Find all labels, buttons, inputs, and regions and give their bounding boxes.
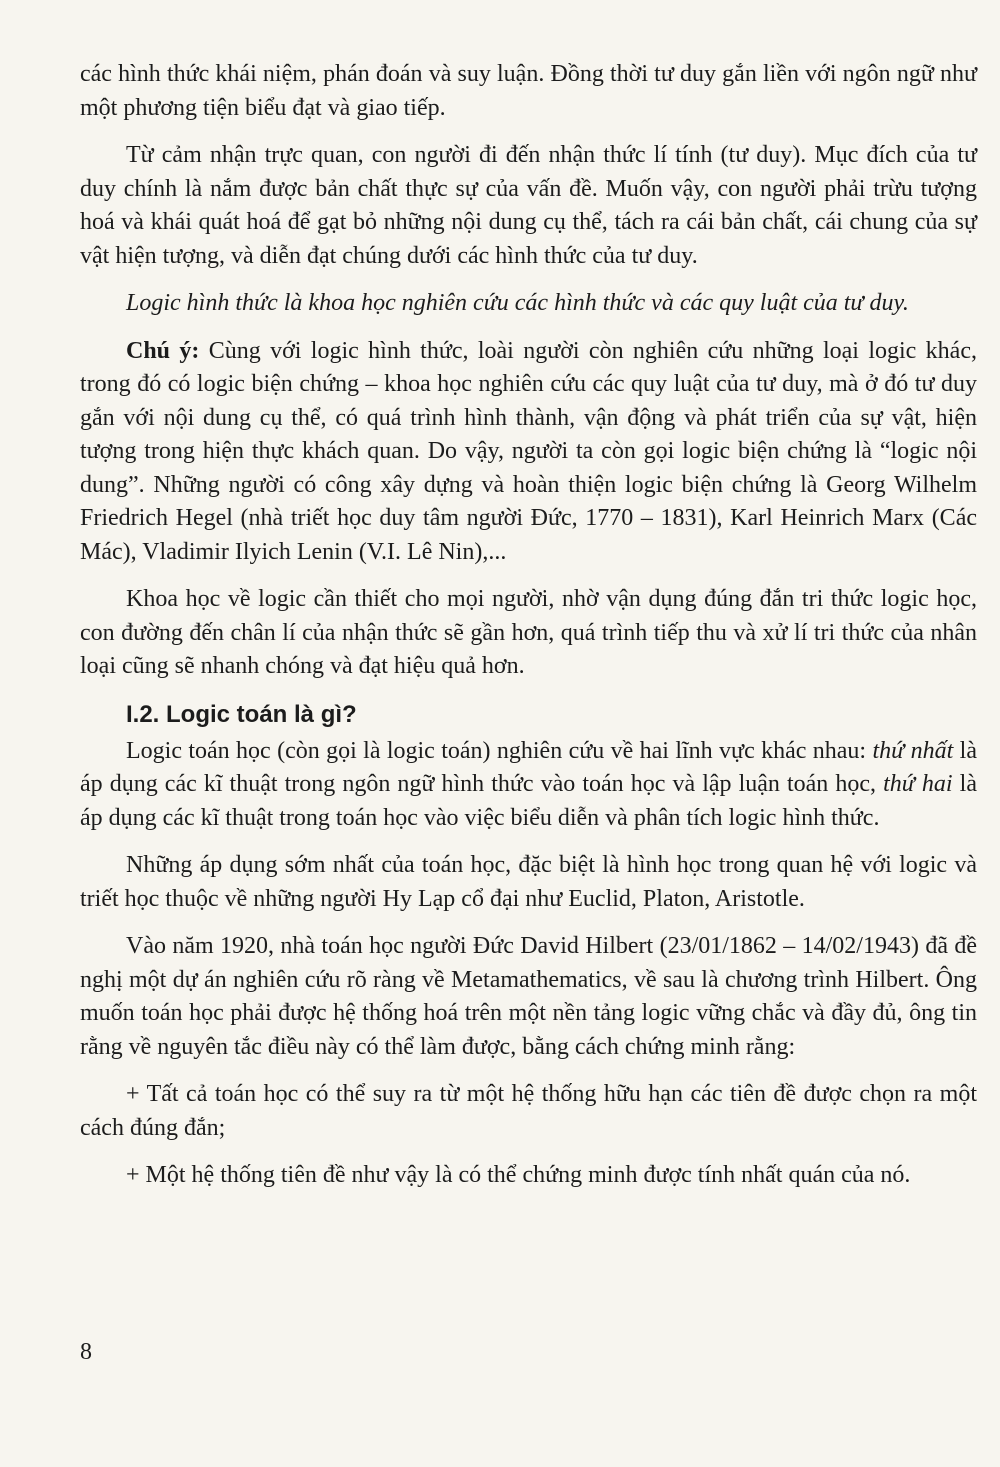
- paragraph-rational-cognition: Từ cảm nhận trực quan, con người đi đến nhận thức lí tính (tư duy). Mục đích của tư duy chính là nắm được bản chất thực sự của vấn đề. Muốn vậy, con người phải trừu tượng hoá và khái quát hoá để gạt bỏ những nội dung cụ thể, tách ra cái bản chất, cái chung của sự vật hiện tượng, và diễn đạt chúng dưới các hình thức của tư duy.: [80, 142, 977, 269]
- paragraph-logic-importance: Khoa học về logic cần thiết cho mọi người, nhờ vận dụng đúng đắn tri thức logic học, con đường đến chân lí của nhận thức sẽ gần hơn, quá trình tiếp thu và xử lí tri thức của nhân loại cũng sẽ nhanh chóng và đạt hiệu quả hơn.: [80, 586, 977, 679]
- paragraph-note-dialectical-logic: [80, 335, 977, 570]
- paragraph-greek-origins: Những áp dụng sớm nhất của toán học, đặc biệt là hình học trong quan hệ với logic và triết học thuộc về những người Hy Lạp cổ đại như Euclid, Platon, Aristotle.: [80, 852, 977, 912]
- list-item-axioms-consistency: + Một hệ thống tiên đề như vậy là có thể chứng minh được tính nhất quán của nó.: [126, 1162, 911, 1188]
- note-text: Cùng với logic hình thức, loài người còn nghiên cứu những loại logic khác, trong đó có logic biện chứng – khoa học nghiên cứu các quy luật của tư duy, mà ở đó tư duy gắn với nội dung cụ thể, có quá trình hình thành, vận động và phát triển của sự vật, hiện tượng trong hiện thực khách quan. Do vậy, người ta còn gọi logic biện chứng là “logic nội dung”. Những người có công xây dựng và hoàn thiện logic biện chứng là Georg Wilhelm Friedrich Hegel (nhà triết học duy tâm người Đức, 1770 – 1831), Karl Heinrich Marx (Các Mác), Vladimir Ilyich Lenin (V.I. Lê Nin),...: [80, 337, 977, 565]
- paragraph-continuation: các hình thức khái niệm, phán đoán và suy luận. Đồng thời tư duy gắn liền với ngôn ngữ như một phương tiện biểu đạt và giao tiếp.: [80, 61, 977, 121]
- emphasis-second: thứ hai: [883, 771, 953, 797]
- page-body: [80, 58, 977, 1193]
- section-heading: I.2. Logic toán là gì?: [126, 700, 357, 728]
- paragraph-definition-formal-logic: Logic hình thức là khoa học nghiên cứu các hình thức và các quy luật của tư duy.: [126, 290, 909, 316]
- paragraph-math-logic-definition: Logic toán học (còn gọi là logic toán) nghiên cứu về hai lĩnh vực khác nhau: thứ nhất là áp dụng các kĩ thuật trong ngôn ngữ hình thức vào toán học và lập luận toán học, thứ hai là áp dụng các kĩ thuật trong toán học vào việc biểu diễn và phân tích logic hình thức.: [80, 737, 977, 831]
- page-number: 8: [80, 1339, 92, 1365]
- note-label: Chú ý:: [126, 337, 200, 364]
- emphasis-first: thứ nhất: [872, 737, 954, 764]
- paragraph-hilbert-program: Vào năm 1920, nhà toán học người Đức David Hilbert (23/01/1862 – 14/02/1943) đã đề nghị một dự án nghiên cứu rõ ràng về Metamathematics, về sau là chương trình Hilbert. Ông muốn toán học phải được hệ thống hoá trên một nền tảng logic vững chắc và đầy đủ, ông tin rằng về nguyên tắc điều này có thể làm được, bằng cách chứng minh rằng:: [80, 933, 977, 1060]
- list-item-axioms-finite: + Tất cả toán học có thể suy ra từ một hệ thống hữu hạn các tiên đề được chọn ra một cách đúng đắn;: [80, 1081, 977, 1141]
